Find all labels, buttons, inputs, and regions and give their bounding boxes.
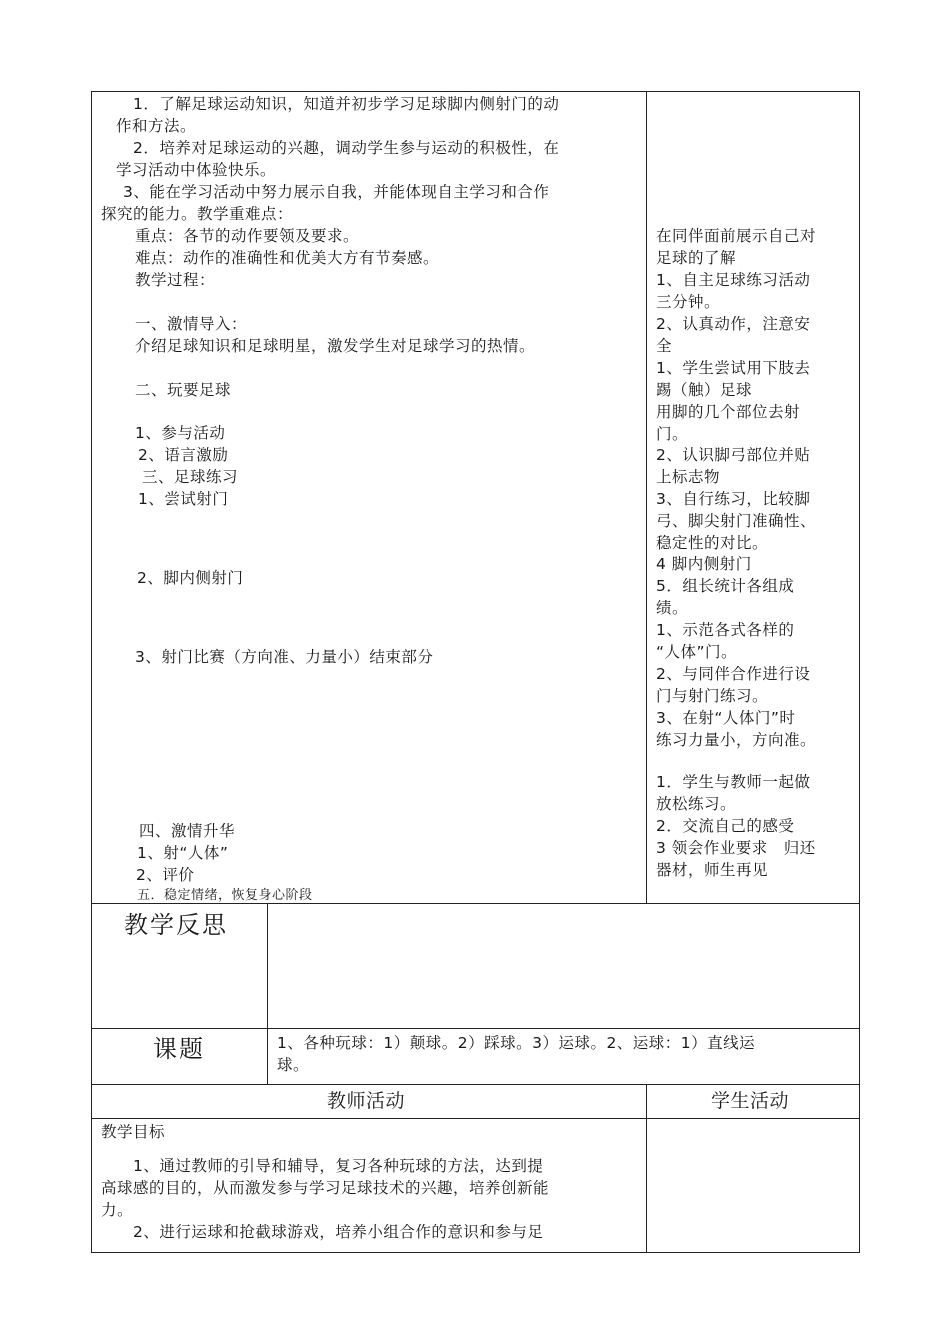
section-4-item-2: 2、评价 <box>136 866 195 884</box>
student-line-20: “人体”门。 <box>656 643 738 661</box>
reflection-label: 教学反思 <box>124 911 228 939</box>
goals-line-2: 高球感的目的，从而激发参与学习足球技术的兴趣，培养创新能 <box>101 1179 550 1197</box>
student-line-14: 弓、脚尖射门准确性、 <box>656 512 817 530</box>
section-3-item-2: 2、脚内侧射门 <box>137 569 244 587</box>
label-column-divider <box>267 903 268 1084</box>
student-line-24: 练习力量小，方向准。 <box>656 731 817 749</box>
student-line-2: 足球的了解 <box>656 249 737 267</box>
section-2-item-1: 1、参与活动 <box>135 424 226 442</box>
key-point: 重点：各节的动作要领及要求。 <box>135 227 360 245</box>
student-line-28: 3 领会作业要求 归还 <box>656 839 816 857</box>
goal-line-1-cont: 作和方法。 <box>116 117 197 135</box>
table-top-border <box>91 91 860 92</box>
goals-label: 教学目标 <box>101 1123 166 1141</box>
section-5-heading: 五．稳定情绪，恢复身心阶段 <box>137 888 313 903</box>
goal-line-3-cont: 探究的能力。教学重难点： <box>101 205 294 223</box>
student-line-7: 1、学生尝试用下肢去 <box>656 359 811 377</box>
goal-line-3: 3、能在学习活动中努力展示自我，并能体现自主学习和合作 <box>123 183 550 201</box>
section-2-item-2: 2、语言激励 <box>138 446 229 464</box>
student-line-13: 3、自行练习，比较脚 <box>656 490 811 508</box>
student-line-25: 1．学生与教师一起做 <box>656 773 811 791</box>
section-1-heading: 一、激情导入： <box>135 315 248 333</box>
student-line-18: 绩。 <box>656 599 689 617</box>
row-divider-columns <box>91 1084 860 1085</box>
student-line-21: 2、与同伴合作进行设 <box>656 665 811 683</box>
upper-column-divider <box>646 91 647 903</box>
student-line-15: 稳定性的对比。 <box>656 534 769 552</box>
student-line-29: 器材，师生再见 <box>656 861 769 879</box>
goal-line-2: 2．培养对足球运动的兴趣，调动学生参与运动的积极性，在 <box>133 139 560 157</box>
row-divider-topic <box>91 1028 860 1029</box>
student-line-16: 4 脚内侧射门 <box>656 555 752 573</box>
student-line-22: 门与射门练习。 <box>656 687 769 705</box>
table-bottom-border <box>91 1252 860 1253</box>
student-line-8: 踢（触）足球 <box>656 381 753 399</box>
student-line-26: 放松练习。 <box>656 795 737 813</box>
topic-label: 课题 <box>153 1035 205 1063</box>
goal-line-1: 1．了解足球运动知识，知道并初步学习足球脚内侧射门的动 <box>133 95 560 113</box>
lower-column-divider <box>646 1084 647 1252</box>
section-3-item-1: 1、尝试射门 <box>138 490 229 508</box>
student-line-6: 全 <box>656 337 673 355</box>
student-line-27: 2．交流自己的感受 <box>656 817 795 835</box>
goal-line-2-cont: 学习活动中体验快乐。 <box>116 161 277 179</box>
student-activity-header: 学生活动 <box>711 1090 790 1112</box>
section-1-text: 介绍足球知识和足球明星，激发学生对足球学习的热情。 <box>135 337 536 355</box>
student-line-11: 2、认识脚弓部位并贴 <box>656 446 811 464</box>
section-4-heading: 四、激情升华 <box>139 822 236 840</box>
student-line-12: 上标志物 <box>656 468 721 486</box>
student-line-3: 1、自主足球练习活动 <box>656 271 811 289</box>
student-line-1: 在同伴面前展示自己对 <box>656 227 817 245</box>
teacher-activity-header: 教师活动 <box>327 1090 406 1112</box>
student-line-10: 门。 <box>656 425 689 443</box>
goals-line-1: 1、通过教师的引导和辅导，复习各种玩球的方法，达到提 <box>133 1157 544 1175</box>
section-4-item-1: 1、射“人体” <box>137 844 229 862</box>
student-line-23: 3、在射“人体门”时 <box>656 709 796 727</box>
table-right-border <box>859 91 860 1252</box>
topic-text-line-1: 1、各种玩球：1）颠球。2）踩球。3）运球。2、运球：1）直线运 <box>277 1034 756 1052</box>
section-2-heading: 二、玩要足球 <box>135 381 232 399</box>
section-3-heading: 三、足球练习 <box>142 468 239 486</box>
table-left-border <box>91 91 92 1252</box>
student-line-5: 2、认真动作，注意安 <box>656 315 811 333</box>
row-divider-goals <box>91 1118 860 1119</box>
difficult-point: 难点：动作的准确性和优美大方有节奏感。 <box>135 249 440 267</box>
goals-line-3: 力。 <box>101 1201 134 1219</box>
student-line-17: 5．组长统计各组成 <box>656 577 795 595</box>
student-line-9: 用脚的几个部位去射 <box>656 403 801 421</box>
student-line-19: 1、示范各式各样的 <box>656 621 795 639</box>
goals-line-4: 2、进行运球和抢截球游戏，培养小组合作的意识和参与足 <box>133 1223 544 1241</box>
topic-text-line-2: 球。 <box>277 1056 310 1074</box>
process-heading: 教学过程： <box>135 271 216 289</box>
student-line-4: 三分钟。 <box>656 293 721 311</box>
section-3-item-3: 3、射门比赛（方向准、力量小）结束部分 <box>135 648 434 666</box>
